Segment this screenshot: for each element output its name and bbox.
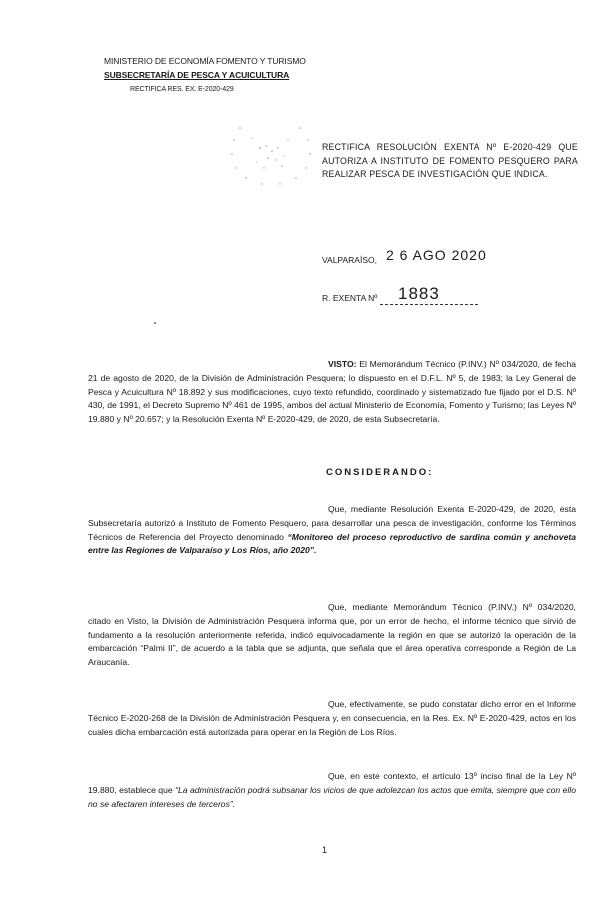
subsecretaria-heading: SUBSECRETARÍA DE PESCA Y ACUICULTURA [104, 70, 290, 80]
project-name: “Monitoreo del proceso reproductivo de sardina común y anchoveta entre las Regiones de Valparaíso y Los Ríos, año 2020”. [88, 531, 576, 556]
resolution-title: RECTIFICA RESOLUCIÓN EXENTA Nº E-2020-429 QUE AUTORIZA A INSTITUTO DE FOMENTO PESQUERO PARA REALIZAR PESCA DE INVESTIGACIÓN QUE INDICA. [322, 142, 578, 180]
visto-label: VISTO: [328, 359, 357, 369]
considerando-4-text: Que, en este contexto, el artículo 13º inciso final de la Ley Nº 19.880, establece que [88, 771, 576, 795]
visto-text: El Memorándum Técnico (P.INV.) Nº 034/2020, de fecha 21 de agosto de 2020, de la División de Administración Pesquera; lo dispuesto en el D.F.L. Nº 5, de 1983; la Ley General de Pesca y Acuicultura Nº 18.892 y sus modificaciones, cuyo texto refundido, coordinado y sistematizado fue fijado por el D.S. Nº 430, de 1991, el Decreto Supremo Nº 461 de 1995, ambos del actual Ministerio de Economía, Fomento y Turismo; las Leyes Nº 19.880 y Nº 20.657; y la Resolución Exenta Nº E-2020-429, de 2020, de esta Subsecretaría. [88, 359, 576, 425]
ministry-heading: MINISTERIO DE ECONOMÍA FOMENTO Y TURISMO [104, 56, 306, 66]
resolution-number-underline [380, 304, 478, 305]
resolution-number: 1883 [398, 284, 440, 303]
page-number: 1 [322, 845, 328, 855]
date-stamp: 2 6 AGO 2020 [386, 247, 487, 263]
considerando-paragraph-1 [88, 503, 576, 558]
law-quote: “La administración podrá subsanar los vicios de que adolezcan los actos que emita, siempre que con ello no se afectaren intereses de terceros”. [88, 784, 577, 809]
visto-paragraph [88, 358, 576, 427]
reference-heading: RECTIFICA RES. EX. E-2020-429 [130, 86, 234, 93]
scan-mark [154, 322, 156, 324]
considerando-paragraph-4 [88, 770, 576, 811]
considerando-paragraph-2: Que, mediante Memorándum Técnico (P.INV.) Nº 034/2020, citado en Visto, la División de Administración Pesquera informa que, por un error de hecho, el informe técnico que sirvió de fundamento a la resolución anteriormente referida, indicó equivocadamente la región en que se autorizó la operación de la embarcación “Palmi II”, de acuerdo a la tabla que se adjunta, que señala que el área operativa corresponde a Región de La Araucanía. [88, 602, 576, 668]
considerando-heading: CONSIDERANDO: [326, 467, 434, 478]
considerando-paragraph-3: Que, efectivamente, se pudo constatar dicho error en el Informe Técnico E-2020-268 de la División de Administración Pesquera y, en consecuencia, en la Res. Ex. Nº E-2020-429, actos en los cuales dicha embarcación está autorizada para operar en la Región de Los Ríos. [88, 699, 576, 737]
considerando-1-text: Que, mediante Resolución Exenta E-2020-429, de 2020, esta Subsecretaría autorizó a Instituto de Fomento Pesquero, para desarrollar una pesca de investigación, conforme los Términos Técnicos de Referencia del Proyecto denominado [88, 504, 576, 542]
faded-seal-stamp [222, 118, 322, 188]
place-label: VALPARAÍSO, [322, 255, 377, 265]
resolution-number-label: R. EXENTA Nº [322, 293, 378, 303]
